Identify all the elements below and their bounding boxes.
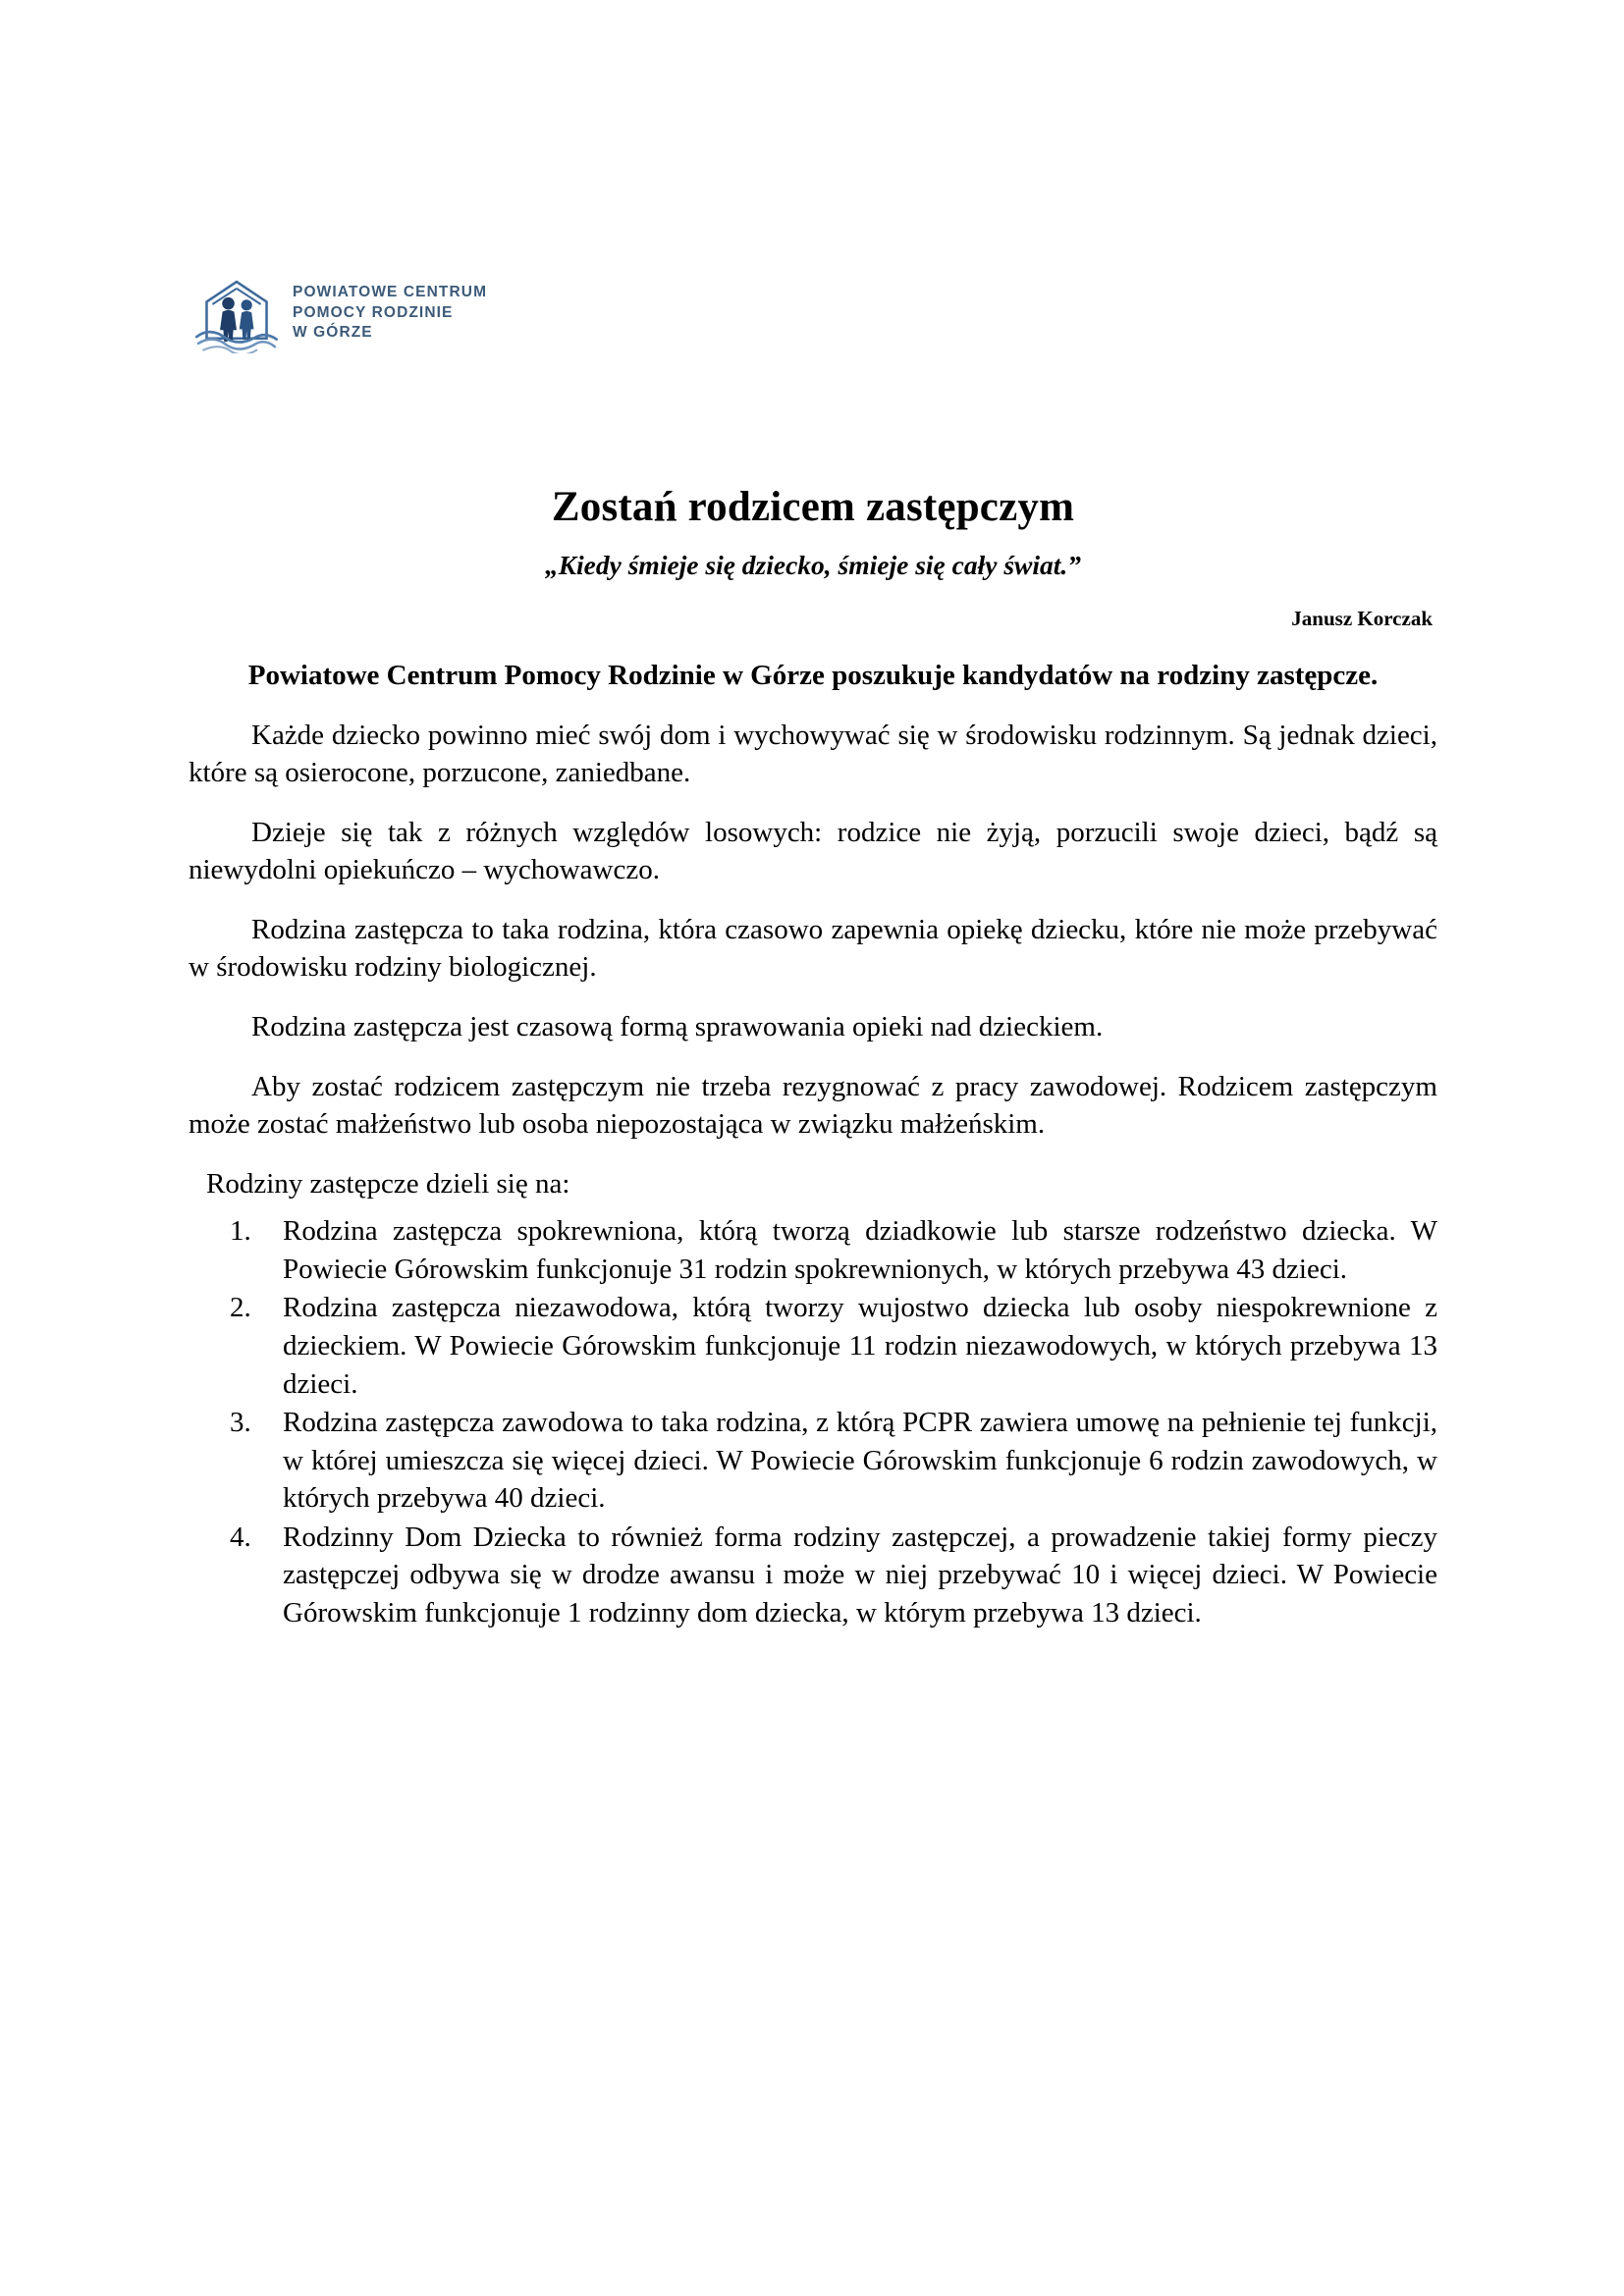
quote-attribution: Janusz Korczak — [1291, 607, 1433, 631]
list-item: Rodzina zastępcza zawodowa to taka rodzina, z którą PCPR zawiera umowę na pełnienie tej funkcji, w której umieszcza się więcej dzieci. W Powiecie Górowskim funkcjonuje 6 rodzin zawodowych, w których przebywa 40 dzieci. — [283, 1407, 1437, 1515]
paragraph-4: Rodzina zastępcza jest czasową formą sprawowania opieki nad dzieckiem. — [251, 1011, 1104, 1043]
list-item: Rodzina zastępcza niezawodowa, którą tworzy wujostwo dziecka lub osoby niespokrewnione z dzieckiem. W Powiecie Górowskim funkcjonuje 11 rodzin niezawodowych, w których przebywa 13 dzieci. — [283, 1292, 1437, 1400]
logo-text — [293, 277, 487, 344]
house-with-two-children-in-hands-icon — [194, 277, 279, 353]
paragraph-5: Aby zostać rodzicem zastępczym nie trzeba rezygnować z pracy zawodowej. Rodzicem zastępczym może zostać małżeństwo lub osoba niepozostająca w związku małżeńskim. — [189, 1070, 1437, 1141]
paragraph-2: Dzieje się tak z różnych względów losowych: rodzice nie żyją, porzucili swoje dzieci, bądź są niewydolni opiekuńczo – wychowawczo. — [189, 816, 1437, 886]
document-subtitle: Powiatowe Centrum Pomocy Rodzinie w Górze poszukuje kandydatów na rodziny zastępcze. — [247, 659, 1379, 691]
logo-text-line-3: W GÓRZE — [293, 324, 373, 342]
paragraph-3: Rodzina zastępcza to taka rodzina, która czasowo zapewnia opiekę dziecku, które nie może przebywać w środowisku rodziny biologicznej. — [189, 913, 1437, 984]
epigraph-quote: „Kiedy śmieje się dziecko, śmieje się cały świat.” — [544, 550, 1082, 581]
logo-text-line-1: POWIATOWE CENTRUM — [293, 284, 488, 300]
list-item: Rodzinny Dom Dziecka to również forma rodziny zastępczej, a prowadzenie takiej formy pieczy zastępczej odbywa się w drodze awansu i może w niej przebywać 10 i więcej dzieci. W Powiecie Górowskim funkcjonuje 1 rodzinny dom dziecka, w którym przebywa 13 dzieci. — [283, 1521, 1437, 1629]
logo-text-line-2: POMOCY RODZINIE — [293, 303, 454, 321]
organization-logo — [194, 277, 487, 353]
family-types-list — [189, 1212, 1437, 1631]
page-title: Zostań rodzicem zastępczym — [551, 484, 1075, 530]
document-body — [189, 483, 1437, 1632]
list-item: Rodzina zastępcza spokrewniona, którą tworzą dziadkowie lub starsze rodzeństwo dziecka. W Powiecie Górowskim funkcjonuje 31 rodzin spokrewnionych, w których przebywa 43 dzieci. — [283, 1215, 1437, 1285]
list-lead-in: Rodziny zastępcze dzieli się na: — [206, 1167, 570, 1200]
paragraph-1: Każde dziecko powinno mieć swój dom i wychowywać się w środowisku rodzinnym. Są jednak dzieci, które są osierocone, porzucone, zaniedbane. — [189, 719, 1437, 789]
